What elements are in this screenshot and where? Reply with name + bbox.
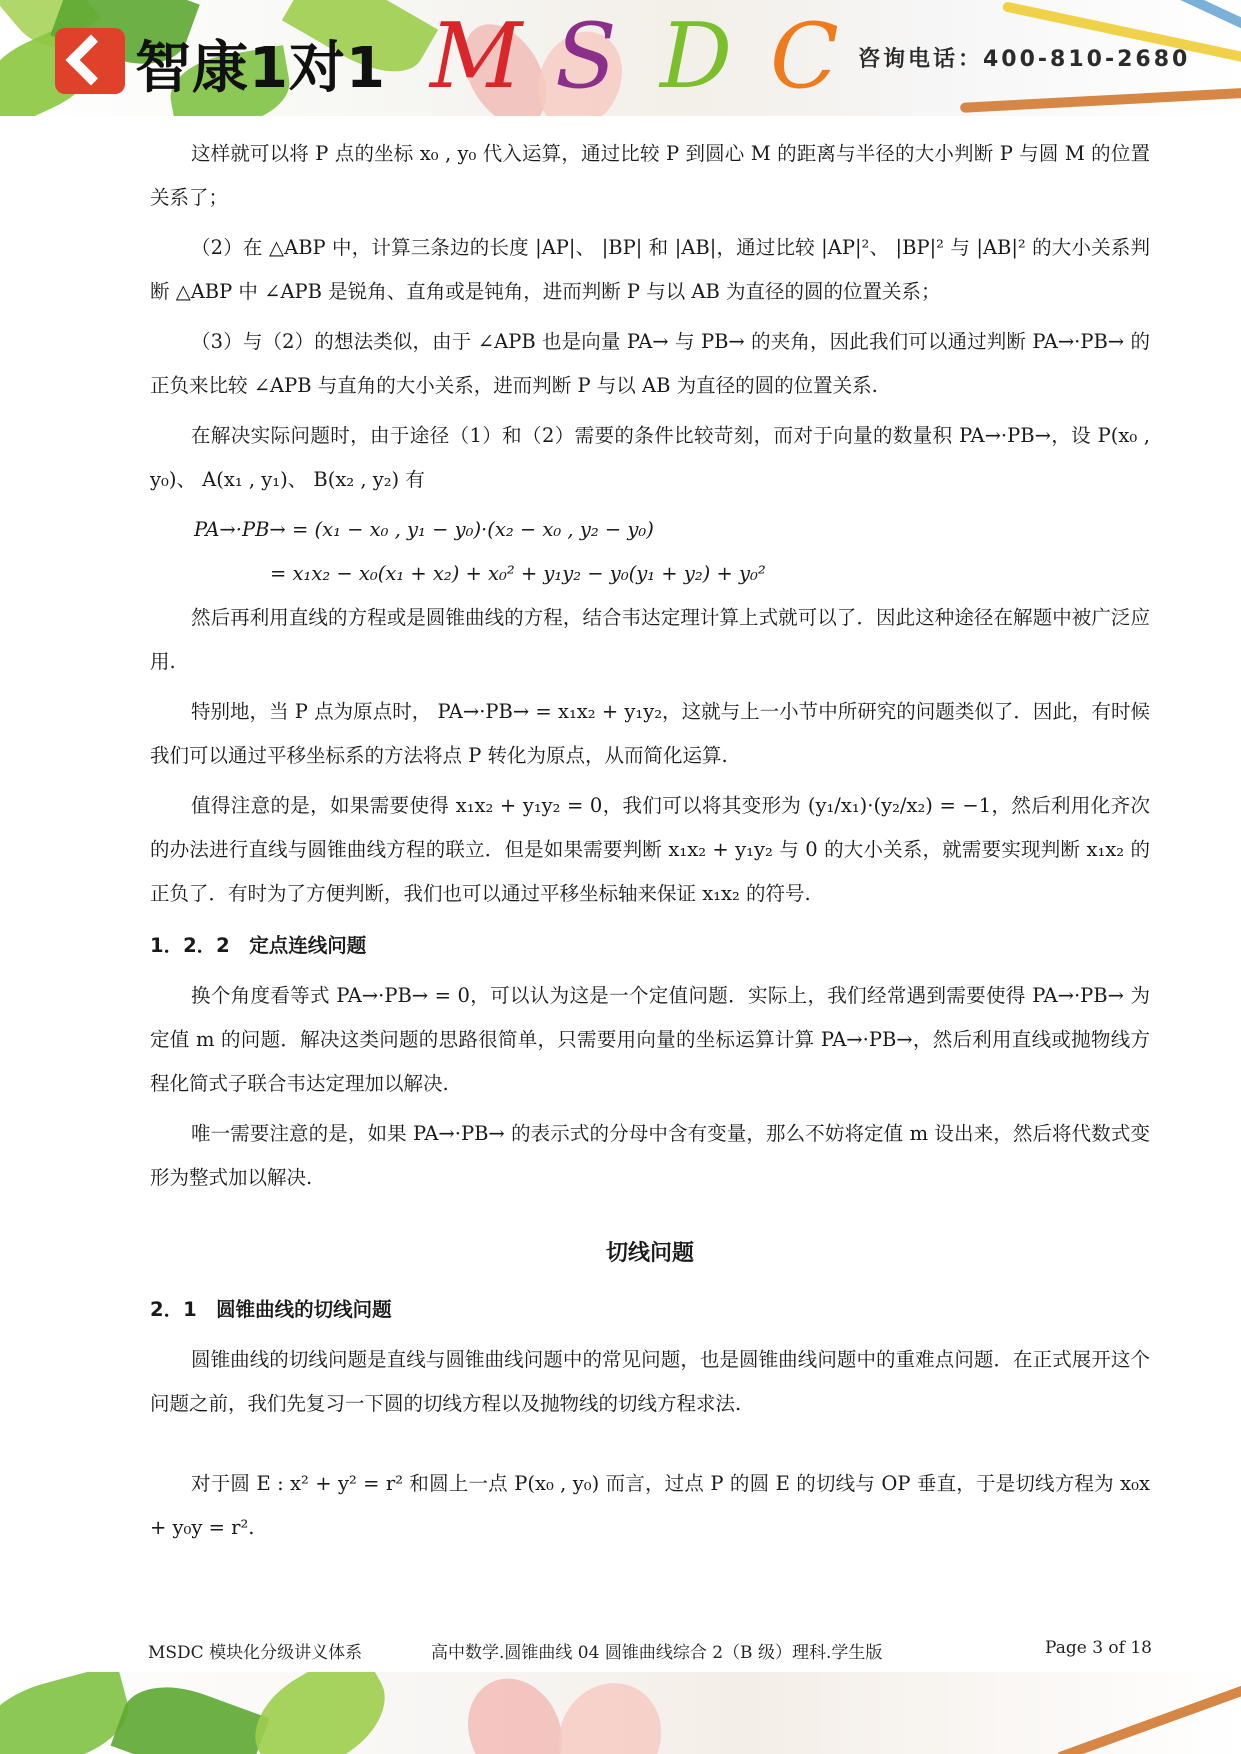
section-title: 切线问题 <box>605 1241 694 1266</box>
paragraph: 然后再利用直线的方程或是圆锥曲线的方程，结合韦达定理计算上式就可以了．因此这种途径在解题中被广泛应用. <box>150 606 1150 673</box>
subsection-heading: 2．1 圆锥曲线的切线问题 <box>150 1298 392 1321</box>
paragraph: 在解决实际问题时，由于途径（1）和（2）需要的条件比较苛刻，而对于向量的数量积 PA→·PB→，设 P(x₀ , y₀)、 A(x₁ , y₁)、 B(x₂ , y₂) 有 <box>150 424 1150 491</box>
paragraph: 唯一需要注意的是，如果 PA→·PB→ 的表示式的分母中含有变量，那么不妨将定值 m 设出来，然后将代数式变形为整式加以解决. <box>150 1122 1150 1189</box>
brand-letter-d: D <box>660 4 733 109</box>
pencil-decoration <box>1056 1672 1241 1754</box>
paragraph: （2）在 △ABP 中，计算三条边的长度 |AP|、 |BP| 和 |AB|，通过比较 |AP|²、 |BP|² 与 |AB|² 的大小关系判断 △ABP 中 ∠APB 是锐角、直角或是钝角，进而判断 P 与以 AB 为直径的圆的位置关系； <box>150 236 1150 303</box>
page-footer <box>148 1638 1152 1666</box>
equation-line: = x₁x₂ − x₀(x₁ + x₂) + x₀² + y₁y₂ − y₀(y₁ + y₂) + y₀² <box>270 562 766 585</box>
pencil-decoration <box>960 87 1241 113</box>
page-number: Page 3 of 18 <box>1045 1638 1152 1658</box>
paragraph: 这样就可以将 P 点的坐标 x₀ , y₀ 代入运算，通过比较 P 到圆心 M 的距离与半径的大小判断 P 与圆 M 的位置关系了； <box>150 142 1150 209</box>
subsection-heading: 1．2．2 定点连线问题 <box>150 934 367 957</box>
paragraph: （3）与（2）的想法类似，由于 ∠APB 也是向量 PA→ 与 PB→ 的夹角，因此我们可以通过判断 PA→·PB→ 的正负来比较 ∠APB 与直角的大小关系，进而判断 P 与以 AB 为直径的圆的位置关系. <box>150 330 1150 397</box>
spacer <box>150 1432 1150 1462</box>
brand-logo-text: 智康1对1 <box>135 36 386 101</box>
paragraph: 特别地，当 P 点为原点时， PA→·PB→ = x₁x₂ + y₁y₂，这就与上一小节中所研究的问题类似了．因此，有时候我们可以通过平移坐标系的方法将点 P 转化为原点，从而简化运算. <box>150 700 1150 767</box>
header-banner <box>0 0 1241 116</box>
leaf-decoration <box>111 1672 270 1754</box>
brand-letter-s: S <box>555 4 617 109</box>
butterfly-decoration <box>539 1672 681 1754</box>
footer-course: 高中数学.圆锥曲线 04 圆锥曲线综合 2（B 级）理科.学生版 <box>431 1643 883 1663</box>
paragraph: 对于圆 E : x² + y² = r² 和圆上一点 P(x₀ , y₀) 而言，过点 P 的圆 E 的切线与 OP 垂直，于是切线方程为 x₀x + y₀y = r². <box>150 1472 1150 1539</box>
brand-letter-m: M <box>430 4 523 109</box>
brand-logo-icon <box>55 28 125 94</box>
leaf-decoration <box>237 1672 403 1754</box>
paragraph: 圆锥曲线的切线问题是直线与圆锥曲线问题中的常见问题，也是圆锥曲线问题中的重难点问题．在正式展开这个问题之前，我们先复习一下圆的切线方程以及抛物线的切线方程求法. <box>150 1348 1150 1415</box>
footer-banner <box>0 1672 1241 1754</box>
contact-phone: 咨询电话：400-810-2680 <box>858 47 1191 72</box>
paragraph: 换个角度看等式 PA→·PB→ = 0，可以认为这是一个定值问题．实际上，我们经常遇到需要使得 PA→·PB→ 为定值 m 的问题．解决这类问题的思路很简单，只需要用向量的坐标运算计算 PA→·PB→，然后利用直线或抛物线方程化简式子联合韦达定理加以解决. <box>150 984 1150 1095</box>
paragraph: 值得注意的是，如果需要使得 x₁x₂ + y₁y₂ = 0，我们可以将其变形为 (y₁/x₁)·(y₂/x₂) = −1，然后利用化齐次的办法进行直线与圆锥曲线方程的联立．但是如果需要判断 x₁x₂ + y₁y₂ 与 0 的大小关系，就需要实现判断 x₁x₂ 的正负了．有时为了方便判断，我们也可以通过平移坐标轴来保证 x₁x₂ 的符号. <box>150 794 1150 905</box>
footer-series: MSDC 模块化分级讲义体系 <box>148 1643 363 1663</box>
equation-line: PA→·PB→ = (x₁ − x₀ , y₁ − y₀)·(x₂ − x₀ , y₂ − y₀) <box>194 518 654 541</box>
brand-letter-c: C <box>770 4 839 109</box>
document-body <box>150 132 1150 1556</box>
